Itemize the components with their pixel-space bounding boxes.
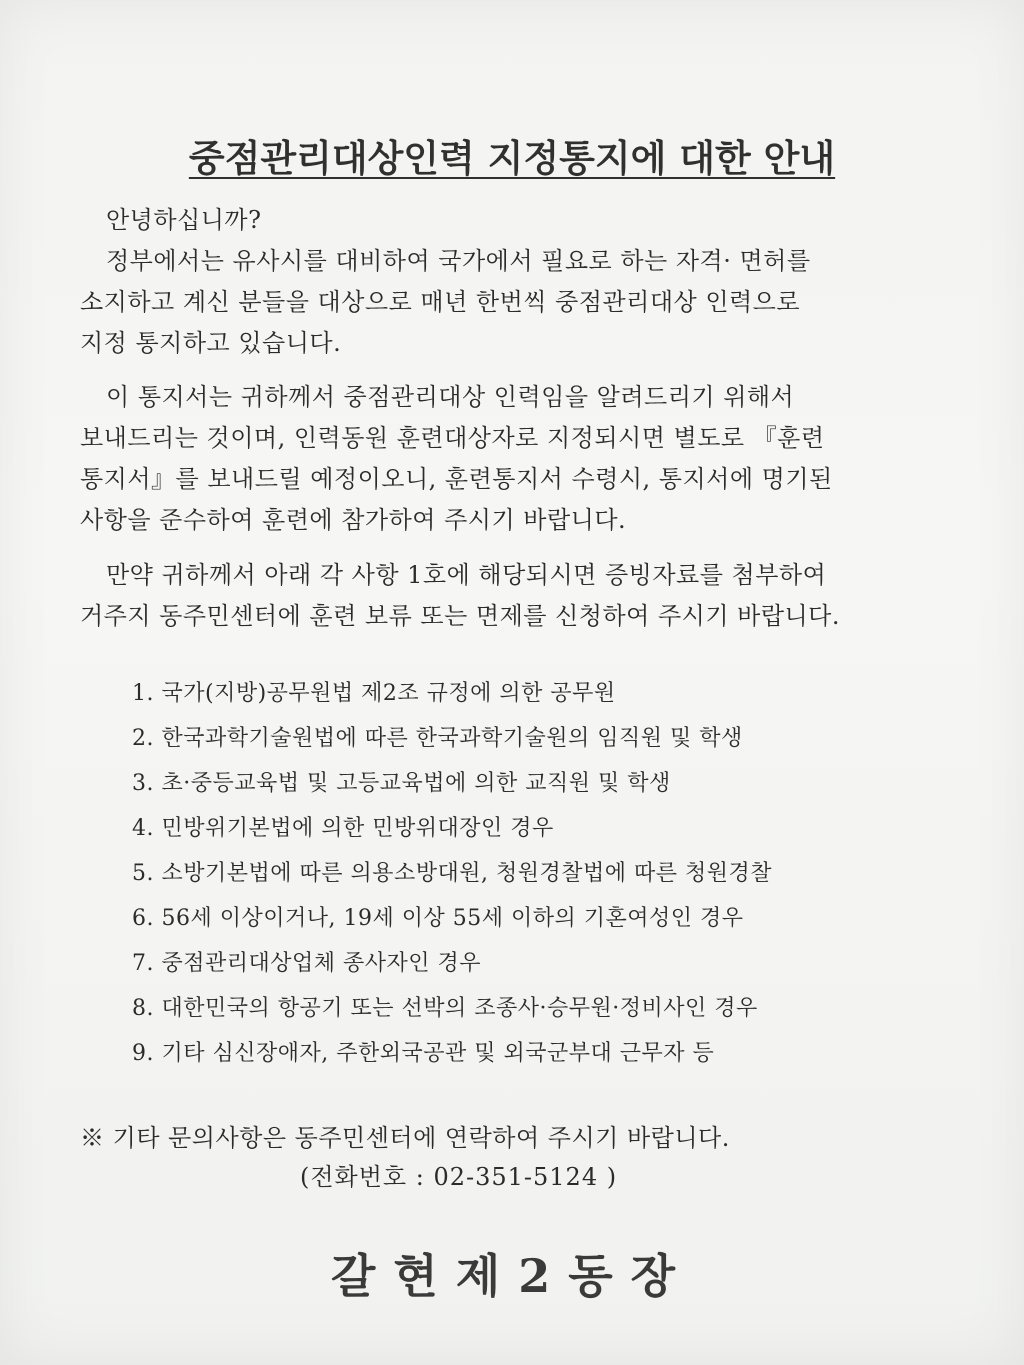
- greeting: [80, 200, 956, 241]
- exemption-item: 9. 기타 심신장애자, 주한외국공관 및 외국군부대 근무자 등: [132, 1041, 715, 1066]
- paragraph-3-line: 만약 귀하께서 아래 각 사항 1호에 해당되시면 증빙자료를 첨부하여: [106, 561, 827, 589]
- document-title-text: 중점관리대상인력 지정통지에 대한 안내: [188, 137, 836, 180]
- paragraph-1-line: 지정 통지하고 있습니다.: [80, 329, 342, 357]
- paragraph-2-line: 통지서』를 보내드릴 예정이오니, 훈련통지서 수령시, 통지서에 명기된: [80, 465, 833, 493]
- exemption-item: 1. 국가(지방)공무원법 제2조 규정에 의한 공무원: [132, 681, 616, 706]
- exemption-item: 4. 민방위기본법에 의한 민방위대장인 경우: [132, 816, 554, 841]
- exemption-item: 5. 소방기본법에 따른 의용소방대원, 청원경찰법에 따른 청원경찰: [132, 861, 772, 886]
- paragraph-2-line: 이 통지서는 귀하께서 중점관리대상 인력임을 알려드리기 위해서: [106, 383, 795, 411]
- paragraph-2: [80, 377, 930, 541]
- paragraph-1: [80, 241, 930, 364]
- greeting-text: 안녕하십니까?: [106, 206, 262, 234]
- exemption-item: 2. 한국과학기술원법에 따른 한국과학기술원의 임직원 및 학생: [132, 726, 743, 751]
- paragraph-3: [80, 555, 930, 637]
- paragraph-3-line: 거주지 동주민센터에 훈련 보류 또는 면제를 신청하여 주시기 바랍니다.: [80, 602, 840, 630]
- phone-number: (전화번호 : 02-351-5124 ): [300, 1163, 618, 1191]
- issuer-signature: 갈현제2동장: [330, 1249, 694, 1303]
- document-title: [0, 128, 1024, 182]
- paragraph-2-line: 보내드리는 것이며, 인력동원 훈련대상자로 지정되시면 별도로 『훈련: [80, 424, 825, 452]
- paragraph-1-line: 정부에서는 유사시를 대비하여 국가에서 필요로 하는 자격· 면허를: [106, 247, 811, 275]
- exemption-list: [132, 671, 772, 1076]
- exemption-item: 6. 56세 이상이거나, 19세 이상 55세 이하의 기혼여성인 경우: [132, 906, 744, 931]
- exemption-item: 7. 중점관리대상업체 종사자인 경우: [132, 951, 481, 976]
- paragraph-1-line: 소지하고 계신 분들을 대상으로 매년 한번씩 중점관리대상 인력으로: [80, 288, 801, 316]
- paragraph-2-line: 사항을 준수하여 훈련에 참가하여 주시기 바랍니다.: [80, 506, 627, 534]
- exemption-item: 3. 초·중등교육법 및 고등교육법에 의한 교직원 및 학생: [132, 771, 671, 796]
- contact-note: ※ 기타 문의사항은 동주민센터에 연락하여 주시기 바랍니다.: [80, 1124, 730, 1152]
- exemption-item: 8. 대한민국의 항공기 또는 선박의 조종사·승무원·정비사인 경우: [132, 996, 758, 1021]
